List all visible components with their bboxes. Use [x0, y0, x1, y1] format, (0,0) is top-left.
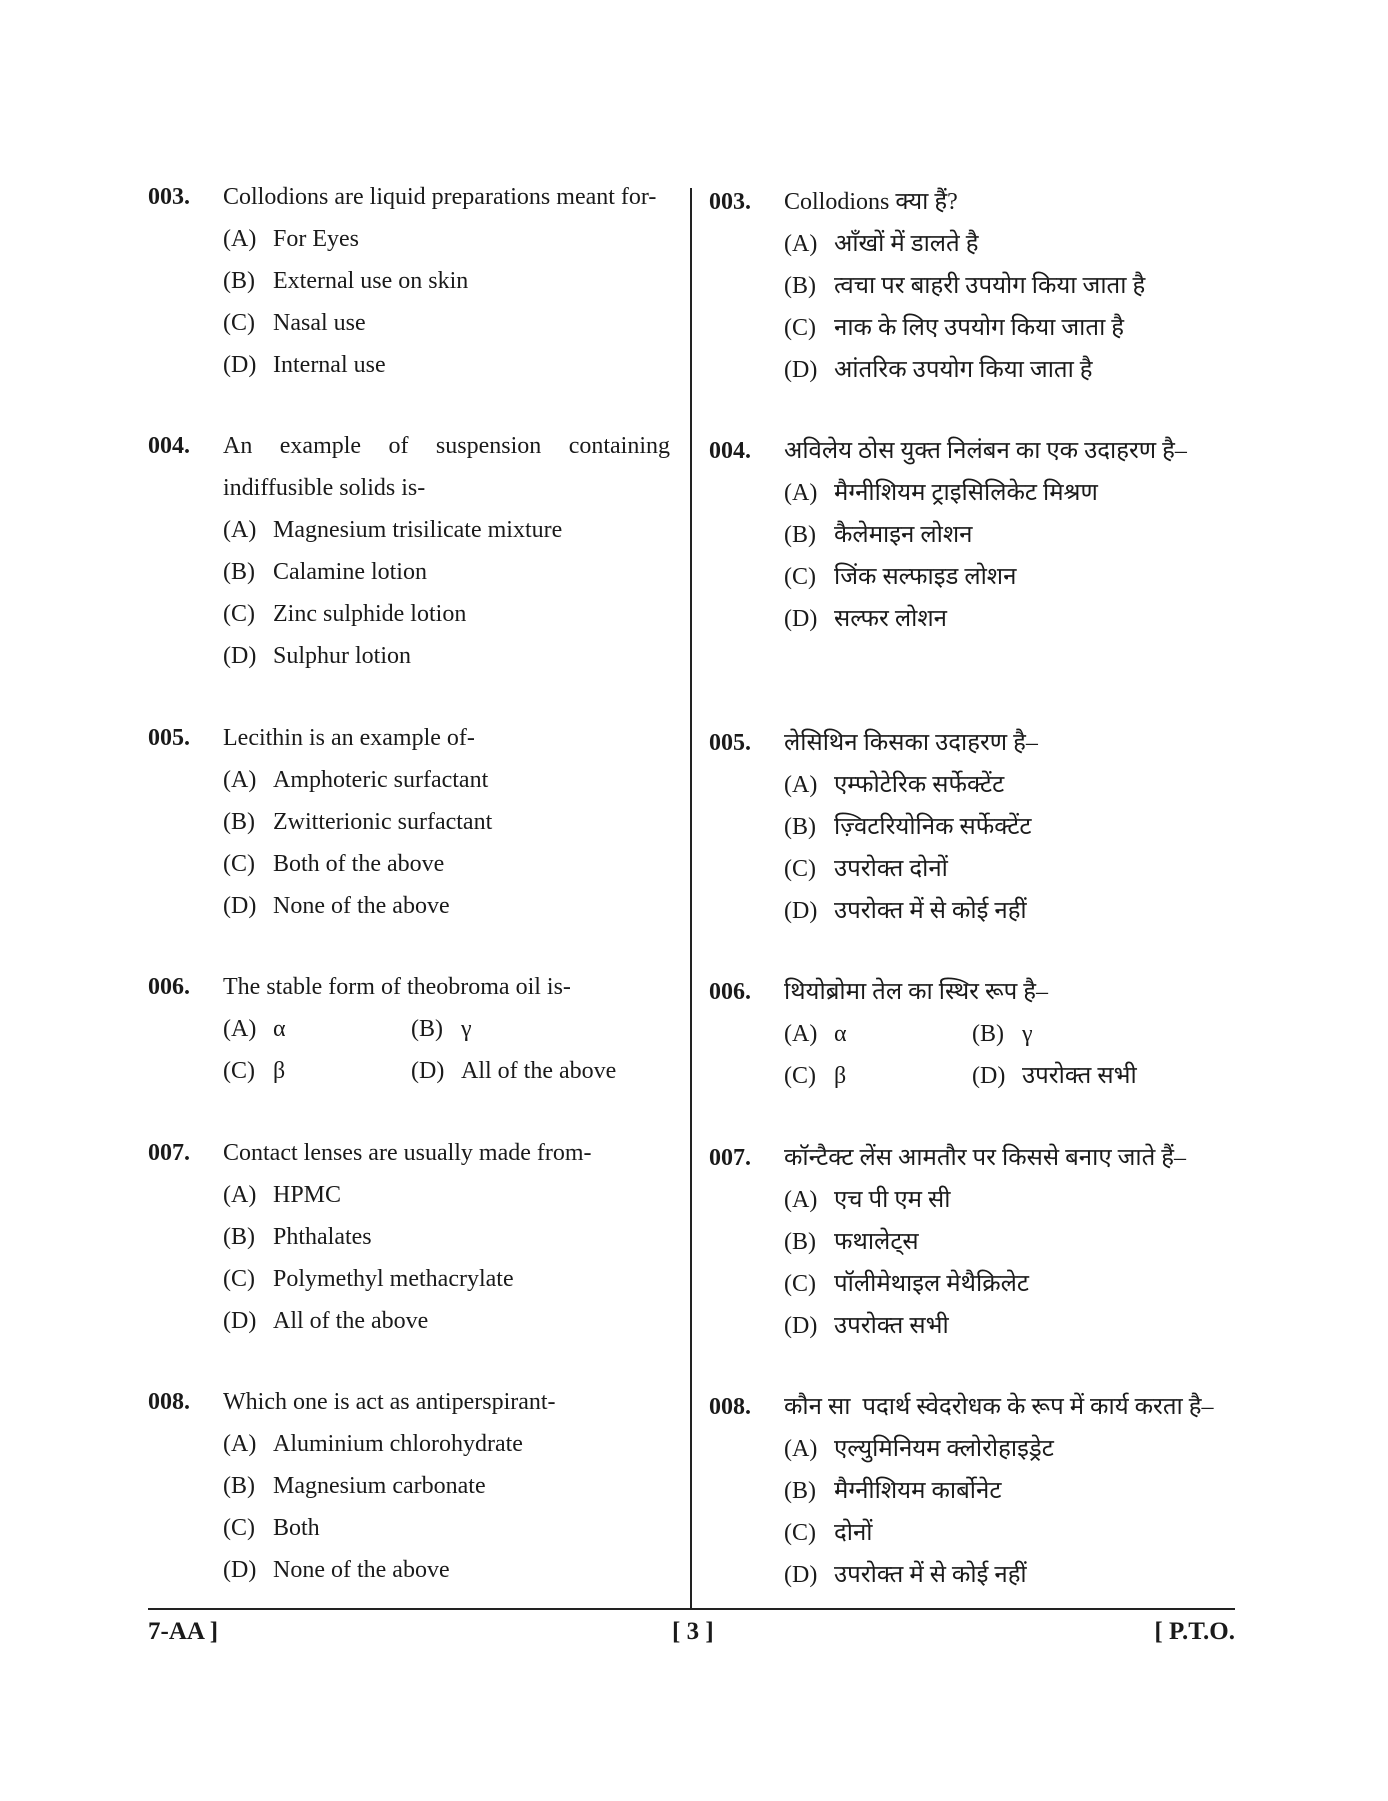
footer-rule	[148, 1608, 1235, 1610]
option-a: (A) मैग्नीशियम ट्राइसिलिकेट मिश्रण	[784, 480, 1098, 506]
question-number: 008.	[148, 1389, 190, 1415]
question-number: 005.	[148, 725, 190, 751]
question-text-line1: An example of suspension containing	[223, 433, 670, 459]
footer-paper-code: 7-AA ]	[148, 1618, 219, 1645]
option-c: (C) Polymethyl methacrylate	[223, 1266, 514, 1292]
question-005-hi	[709, 722, 1235, 932]
option-c: (C) Both	[223, 1515, 320, 1541]
option-b: (B) Zwitterionic surfactant	[223, 809, 493, 835]
question-008-en	[148, 1381, 670, 1591]
option-d: (D) उपरोक्त में से कोई नहीं	[784, 898, 1027, 924]
option-c: (C) जिंक सल्फाइड लोशन	[784, 564, 1017, 590]
option-a: (A) एच पी एम सी	[784, 1187, 951, 1213]
option-d: (D) All of the above	[223, 1308, 429, 1334]
option-d: (D) आंतरिक उपयोग किया जाता है	[784, 357, 1093, 383]
option-c: (C) β	[223, 1058, 286, 1084]
option-a: (A) एम्फोटेरिक सर्फेक्टेंट	[784, 772, 1005, 798]
option-d: (D) None of the above	[223, 1557, 450, 1583]
question-text-line2: indiffusible solids is-	[223, 475, 426, 501]
option-a: (A) Aluminium chlorohydrate	[223, 1431, 523, 1457]
option-b: (B) γ	[411, 1016, 472, 1042]
question-004-hi	[709, 430, 1235, 640]
question-007-hi	[709, 1137, 1235, 1347]
option-b: (B) Phthalates	[223, 1224, 372, 1250]
question-number: 007.	[709, 1145, 751, 1171]
question-number: 006.	[709, 979, 751, 1005]
option-b: (B) Magnesium carbonate	[223, 1473, 486, 1499]
question-003-hi	[709, 181, 1235, 391]
question-text: लेसिथिन किसका उदाहरण है–	[784, 730, 1038, 756]
question-number: 004.	[709, 438, 751, 464]
option-b: (B) γ	[972, 1021, 1033, 1047]
option-d: (D) उपरोक्त सभी	[784, 1313, 949, 1339]
options-grid	[784, 1013, 1235, 1097]
question-text: कॉन्टैक्ट लेंस आमतौर पर किससे बनाए जाते हैं–	[784, 1145, 1187, 1171]
question-number: 008.	[709, 1394, 751, 1420]
option-c: (C) Both of the above	[223, 851, 445, 877]
question-number: 006.	[148, 974, 190, 1000]
option-b: (B) Calamine lotion	[223, 559, 427, 585]
option-d: (D) Internal use	[223, 352, 386, 378]
option-c: (C) उपरोक्त दोनों	[784, 856, 948, 882]
question-004-en	[148, 425, 670, 677]
footer-page-number: [ 3 ]	[672, 1618, 714, 1645]
question-text: Which one is act as antiperspirant-	[223, 1389, 556, 1415]
question-text: थियोब्रोमा तेल का स्थिर रूप है–	[784, 979, 1049, 1005]
option-d: (D) Sulphur lotion	[223, 643, 412, 669]
question-text: अविलेय ठोस युक्त निलंबन का एक उदाहरण है–	[784, 438, 1187, 464]
question-text: कौन सा पदार्थ स्वेदरोधक के रूप में कार्य करता है–	[784, 1394, 1214, 1420]
footer-pto: [ P.T.O.	[1154, 1618, 1235, 1645]
question-007-en	[148, 1132, 670, 1342]
question-number: 005.	[709, 730, 751, 756]
option-c: (C) Nasal use	[223, 310, 366, 336]
option-c: (C) दोनों	[784, 1520, 873, 1546]
option-a: (A) Magnesium trisilicate mixture	[223, 517, 563, 543]
option-b: (B) कैलेमाइन लोशन	[784, 522, 973, 548]
option-a: (A) α	[784, 1021, 847, 1047]
question-005-en	[148, 717, 670, 927]
option-d: (D) उपरोक्त सभी	[972, 1063, 1137, 1089]
option-b: (B) ज़्विटरियोनिक सर्फेक्टेंट	[784, 814, 1032, 840]
question-text: Collodions are liquid preparations meant for-	[223, 184, 657, 210]
option-b: (B) त्वचा पर बाहरी उपयोग किया जाता है	[784, 273, 1146, 299]
question-number: 003.	[709, 189, 751, 215]
question-number: 007.	[148, 1140, 190, 1166]
option-a: (A) α	[223, 1016, 286, 1042]
option-c: (C) नाक के लिए उपयोग किया जाता है	[784, 315, 1125, 341]
option-a: (A) For Eyes	[223, 226, 359, 252]
column-divider	[690, 188, 692, 1608]
option-a: (A) HPMC	[223, 1182, 342, 1208]
option-b: (B) External use on skin	[223, 268, 469, 294]
option-d: (D) None of the above	[223, 893, 450, 919]
question-008-hi	[709, 1386, 1235, 1596]
question-text: The stable form of theobroma oil is-	[223, 974, 571, 1000]
question-006-en	[148, 966, 670, 1092]
question-number: 003.	[148, 184, 190, 210]
option-a: (A) एल्युमिनियम क्लोरोहाइड्रेट	[784, 1436, 1054, 1462]
option-b: (B) मैग्नीशियम कार्बोनेट	[784, 1478, 1002, 1504]
question-number: 004.	[148, 433, 190, 459]
question-003-en	[148, 176, 670, 386]
option-b: (B) फथालेट्स	[784, 1229, 919, 1255]
question-006-hi	[709, 971, 1235, 1097]
option-a: (A) Amphoteric surfactant	[223, 767, 489, 793]
option-c: (C) β	[784, 1063, 847, 1089]
question-text: Collodions क्या हैं?	[784, 189, 958, 215]
option-c: (C) Zinc sulphide lotion	[223, 601, 467, 627]
option-c: (C) पॉलीमेथाइल मेथैक्रिलेट	[784, 1271, 1029, 1297]
question-text: Lecithin is an example of-	[223, 725, 475, 751]
question-text: Contact lenses are usually made from-	[223, 1140, 592, 1166]
option-a: (A) आँखों में डालते है	[784, 231, 979, 257]
option-d: (D) सल्फर लोशन	[784, 606, 947, 632]
option-d: (D) उपरोक्त में से कोई नहीं	[784, 1562, 1027, 1588]
options-grid	[223, 1008, 670, 1092]
option-d: (D) All of the above	[411, 1058, 617, 1084]
